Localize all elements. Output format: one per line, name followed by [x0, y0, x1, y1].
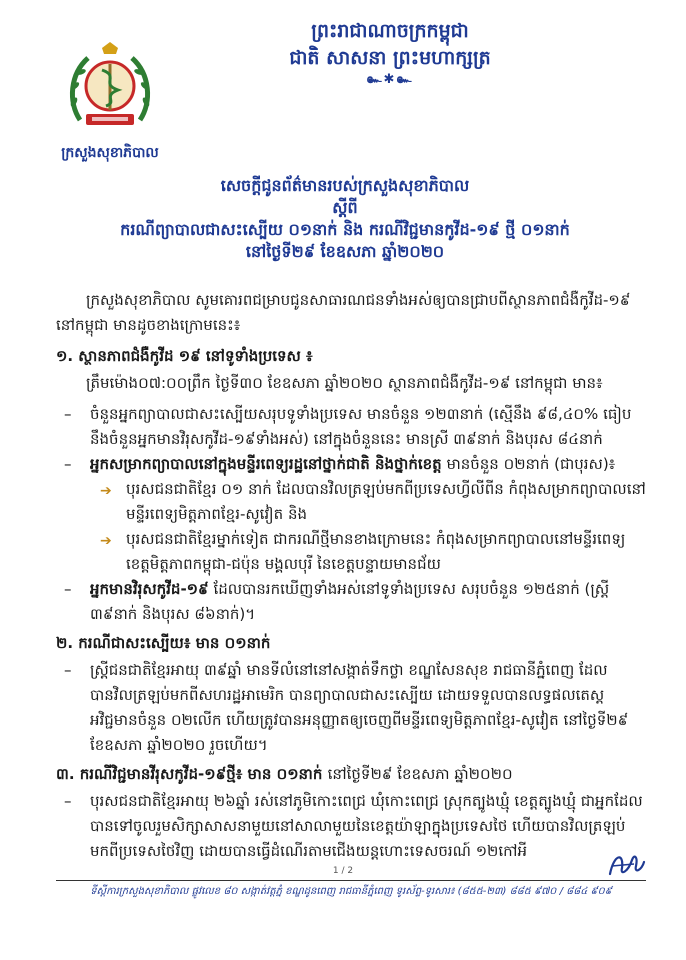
item-text: បុរសជនជាតិខ្មែរ ០១ នាក់ ដែលបានវិលត្រឡប់មកពីប្រទេសហ្វីលីពីន កំពុងសម្រាកព្យាបាលនៅមន្ទីរពេទ្យមិត្តភាពខ្មែរ-សូវៀត និង — [126, 480, 646, 523]
title-line-1: សេចក្តីជូនព័ត៌មានរបស់ក្រសួងសុខាភិបាល — [220, 176, 470, 195]
section-1-heading: ១. ស្ថានភាពជំងឺកូវីដ ១៩ នៅទូទាំងប្រទេស ៖ — [56, 347, 313, 365]
ministry-emblem-icon — [62, 42, 158, 142]
dash-bullet: – — [64, 580, 72, 598]
page-number: 1 / 2 — [332, 866, 354, 876]
item-text: ដែលបានរកឃើញទាំងអស់នៅទូទាំងប្រទេស សរុបចំនួន ១២៥នាក់ (ស្ត្រី ៣៩នាក់ និងបុរស ៨៦នាក់)។ — [90, 580, 610, 623]
document-title — [60, 175, 630, 263]
item-bold-text: អ្នកមានវិរុសកូវីដ-១៩ — [90, 580, 209, 598]
signature-mark — [604, 846, 648, 882]
section-3-heading — [56, 762, 646, 787]
arrow-bullet-icon: ➔ — [100, 483, 112, 499]
section-1-item-total — [56, 577, 646, 627]
item-text: បុរសជនជាតិខ្មែរម្នាក់ទៀត ជាករណីថ្មីមានខាងក្រោមនេះ កំពុងសម្រាកព្យាបាលនៅមន្ទីរពេទ្យខេត្តមិត្តភាពកម្ពុជា-ជប៉ុន មង្គលបុរី នៃខេត្តបន្ទាយមានជ័យ — [126, 530, 626, 573]
section-3-heading-date: នៅថ្ងៃទី២៩ ខែឧសភា ឆ្នាំ២០២០ — [327, 765, 513, 783]
section-1-subitem-1 — [56, 477, 646, 527]
dash-bullet: – — [64, 792, 72, 810]
section-2-item — [56, 658, 646, 758]
dash-bullet: – — [64, 455, 72, 473]
ministry-label: ក្រសួងសុខាភិបាល — [61, 145, 159, 161]
section-1-item-recovered — [56, 402, 646, 452]
section-3-heading-bold: ៣. ករណីវិជ្ជមានវីរុសកូវីដ-១៩ថ្មី៖ មាន ០១នាក់ — [56, 765, 323, 783]
kingdom-line: ព្រះរាជាណាចក្រកម្ពុជា — [311, 20, 469, 42]
title-line-3: ករណីព្យាបាលជាសះស្បើយ ០១នាក់ និង ករណីវិជ្ជមានកូវីដ-១៩ ថ្មី ០១នាក់ — [120, 220, 570, 239]
section-1-lead: ត្រឹមម៉ោង០៧:០០ព្រឹក ថ្ងៃទី៣០ ខែឧសភា ឆ្នាំ២០២០ ស្ថានភាពជំងឺកូវីដ-១៩ នៅកម្ពុជា មាន៖ — [86, 374, 603, 392]
dash-bullet: – — [64, 661, 72, 679]
section-1-subitem-2 — [56, 527, 646, 577]
item-text: ស្ត្រីជនជាតិខ្មែរអាយុ ៣៩ឆ្នាំ មានទីលំនៅនៅសង្កាត់ទឹកថ្លា ខណ្ឌសែនសុខ រាជធានីភ្នំពេញ ដែលបានវិលត្រឡប់មកពីសហរដ្ឋអាមេរិក បានព្យាបាលជាសះស្បើយ ដោយទទួលបានលទ្ធផលតេស្តអវិជ្ជមានចំនួន ០២លើក ហើយត្រូវបានអនុញ្ញាតឲ្យចេញពីមន្ទីរពេទ្យមិត្តភាពខ្មែរ-សូវៀត នៅថ្ងៃទី២៩ ខែឧសភា ឆ្នាំ២០២០ រួចហើយ។ — [90, 661, 629, 754]
item-text: ចំនួនអ្នកព្យាបាលជាសះស្បើយសរុបទូទាំងប្រទេស មានចំនួន ១២៣នាក់ (ស្មើនឹង ៩៨,៤០% ធៀបនឹងចំនួនអ្នកមានវិរុសកូវីដ-១៩ទាំងអស់) នៅក្នុងចំនួននេះ មានស្រី ៣៩នាក់ និងបុរស ៨៤នាក់ — [90, 405, 632, 448]
section-1-item-hospitalized — [56, 452, 646, 477]
document-body — [56, 288, 646, 864]
item-bold-text: អ្នកសម្រាកព្យាបាលនៅក្នុងមន្ទីរពេទ្យរដ្ឋនៅថ្នាក់ជាតិ និងថ្នាក់ខេត្ត — [90, 455, 442, 473]
footer-divider — [56, 880, 646, 881]
section-3-item — [56, 789, 646, 864]
ornament: ๛✱๛ — [366, 72, 414, 87]
title-line-2: ស្តីពី — [332, 198, 358, 217]
intro-paragraph: ក្រសួងសុខាភិបាល សូមគោរពជម្រាបជូនសាធារណជនទាំងអស់ឲ្យបានជ្រាបពីស្ថានភាពជំងឺកូវីដ-១៩ នៅកម្ពុជា មានដូចខាងក្រោមនេះ៖ — [56, 291, 631, 334]
section-2-heading: ២. ករណីជាសះស្បើយ៖ មាន ០១នាក់ — [56, 634, 271, 652]
motto-line: ជាតិ សាសនា ព្រះមហាក្សត្រ — [289, 47, 491, 69]
item-text: បុរសជនជាតិខ្មែរអាយុ ២៦ឆ្នាំ រស់នៅភូមិកោះពេជ្រ ឃុំកោះពេជ្រ ស្រុកត្បូងឃ្មុំ ខេត្តត្បូងឃ្មុំ ជាអ្នកដែលបានទៅចូលរួមសិក្សាសាសនាមួយនៅសាលាមួយនៃខេត្តយ៉ាឡាក្នុងប្រទេសថៃ ហើយបានវិលត្រឡប់មកពីប្រទេសថៃវិញ ដោយបានធ្វើដំណើរតាមជើងយន្តហោះទេសចរណ៍ ១២កៅអី — [90, 792, 643, 860]
item-text: មានចំនួន ០២នាក់ (ជាបុរស)៖ — [446, 455, 616, 473]
ministry-logo — [62, 42, 158, 142]
kingdom-header — [240, 18, 540, 88]
title-line-4: នៅថ្ងៃទី២៩ ខែឧសភា ឆ្នាំ២០២០ — [245, 242, 445, 261]
footer-address: ទីស្តីការក្រសួងសុខាភិបាល ផ្លូវលេខ ៨០ សង្កាត់វត្តភ្នំ ខណ្ឌដូនពេញ រាជធានីភ្នំពេញ ទូរស័ព្ទ-ទូរសារ៖ (៨៥៥-២៣) ៨៨៥ ៩៧០ / ៨៨៤ ៩០៩ — [90, 886, 612, 897]
arrow-bullet-icon: ➔ — [100, 533, 112, 549]
signature-icon — [604, 846, 648, 882]
dash-bullet: – — [64, 405, 72, 423]
